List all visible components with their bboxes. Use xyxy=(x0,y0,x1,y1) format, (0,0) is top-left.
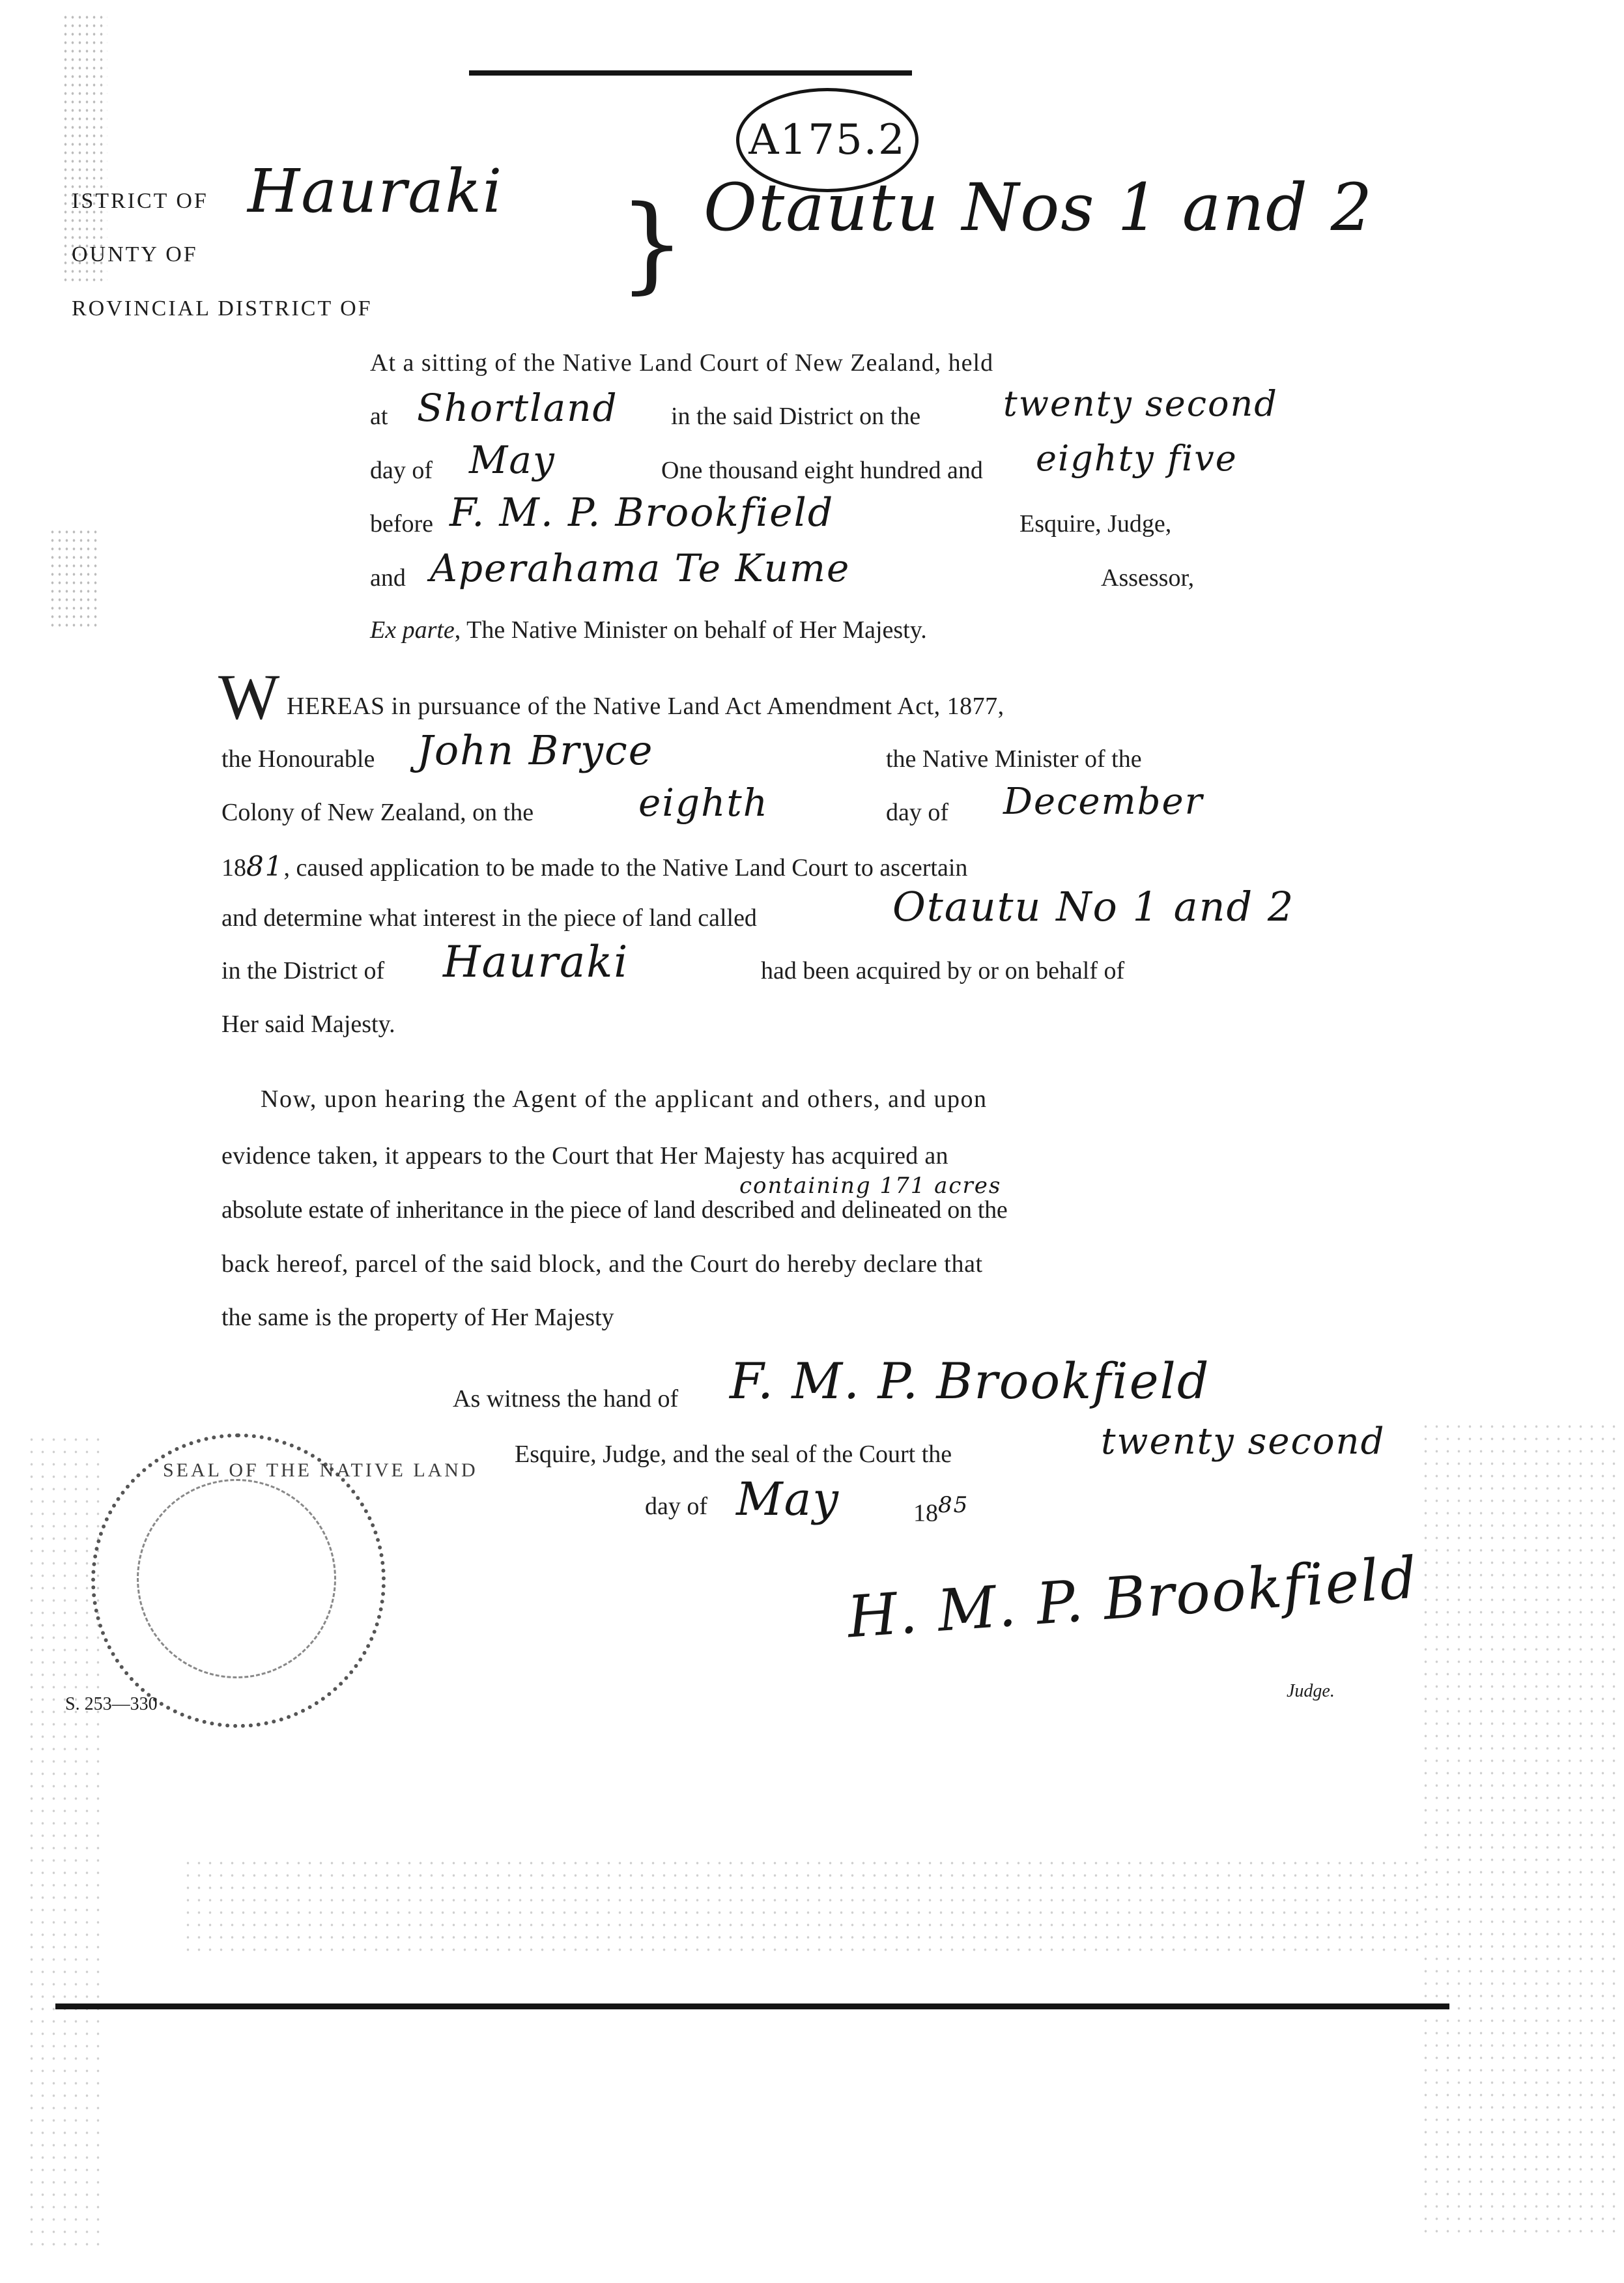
now-line-3: absolute estate of inheritance in the piece of land described and delineated on the xyxy=(221,1196,1008,1224)
sitting-year-text: One thousand eight hundred and xyxy=(661,457,983,484)
sitting-and: and xyxy=(370,564,406,592)
sitting-judge-name: F. M. P. Brookfield xyxy=(449,490,834,536)
witness-year-prefix: 18 xyxy=(913,1499,938,1527)
scan-noise-right xyxy=(1420,1420,1616,2241)
whereas-minister-name: John Bryce xyxy=(417,726,654,774)
sitting-ex-parte: Ex parte xyxy=(370,616,455,644)
brace: } xyxy=(619,182,687,304)
court-seal-text: SEAL OF THE NATIVE LAND xyxy=(163,1459,478,1481)
witness-month: May xyxy=(736,1472,840,1526)
whereas-honourable: the Honourable xyxy=(221,745,375,773)
sitting-assessor-name: Aperahama Te Kume xyxy=(430,546,851,590)
now-line-4: back hereof, parcel of the said block, and the Court do hereby declare that xyxy=(221,1250,983,1278)
whereas-date-month: December xyxy=(1003,781,1204,823)
whereas-dropcap: W xyxy=(218,661,280,733)
witness-day: twenty second xyxy=(1101,1420,1386,1463)
whereas-line-7: Her said Majesty. xyxy=(221,1011,395,1038)
witness-day-of: day of xyxy=(645,1493,708,1520)
whereas-date-day-of: day of xyxy=(886,799,949,826)
whereas-year-suffix: 81 xyxy=(246,850,284,882)
now-line-5: the same is the property of Her Majesty xyxy=(221,1304,614,1331)
witness-line-1: As witness the hand of xyxy=(453,1385,679,1413)
sitting-at-label: at xyxy=(370,403,388,430)
top-rule xyxy=(469,70,912,76)
form-number: S. 253—330 xyxy=(65,1694,158,1714)
whereas-line-1: HEREAS in pursuance of the Native Land Act Amendment Act, 1877, xyxy=(287,693,1004,720)
scan-noise-bottom xyxy=(182,1857,1420,1955)
whereas-district-name: Hauraki xyxy=(443,937,629,987)
whereas-line-4 xyxy=(221,850,967,882)
scan-noise-left-bottom xyxy=(26,1433,104,2248)
whereas-minister-rest: the Native Minister of the xyxy=(886,745,1142,773)
bottom-rule xyxy=(55,2003,1449,2009)
whereas-line-5: and determine what interest in the piece of land called xyxy=(221,904,757,932)
now-line-1: Now, upon hearing the Agent of the applicant and others, and upon xyxy=(261,1085,988,1113)
provincial-district-label: ROVINCIAL DISTRICT OF xyxy=(72,296,373,321)
whereas-land-name: Otautu No 1 and 2 xyxy=(892,883,1295,930)
sitting-line-1: At a sitting of the Native Land Court of New Zealand, held xyxy=(370,349,994,377)
now-insertion: containing 171 acres xyxy=(739,1173,1002,1199)
sitting-day-of: day of xyxy=(370,457,433,484)
reference-mark: A175.2 xyxy=(748,116,906,164)
court-seal-inner xyxy=(137,1479,336,1678)
witness-judge-name: F. M. P. Brookfield xyxy=(730,1352,1210,1410)
judge-label: Judge. xyxy=(1287,1681,1335,1701)
whereas-year-prefix: 18 xyxy=(221,854,246,882)
block-name: Otautu Nos 1 and 2 xyxy=(704,169,1374,246)
sitting-in-district: in the said District on the xyxy=(671,403,921,430)
witness-line-2: Esquire, Judge, and the seal of the Court the xyxy=(515,1441,952,1468)
sitting-before: before xyxy=(370,510,434,538)
whereas-colony: Colony of New Zealand, on the xyxy=(221,799,534,826)
district-label: ISTRICT OF xyxy=(72,189,208,213)
now-line-2: evidence taken, it appears to the Court that Her Majesty has acquired an xyxy=(221,1142,948,1170)
sitting-year-value: eighty five xyxy=(1036,438,1238,479)
whereas-acquired: had been acquired by or on behalf of xyxy=(761,957,1125,984)
sitting-assessor-label: Assessor, xyxy=(1101,564,1195,592)
sitting-day: twenty second xyxy=(1003,383,1278,424)
district-value: Hauraki xyxy=(248,156,504,226)
county-label: OUNTY OF xyxy=(72,242,198,266)
sitting-month: May xyxy=(469,438,556,482)
witness-year xyxy=(913,1492,969,1528)
sitting-place: Shortland xyxy=(417,386,618,430)
whereas-date-day: eighth xyxy=(638,781,769,825)
judge-signature: H. M. P. Brookfield xyxy=(845,1544,1420,1651)
sitting-ex-parte-rest: , The Native Minister on behalf of Her Majesty. xyxy=(454,616,927,644)
scan-noise-left-mid xyxy=(49,528,101,632)
sitting-esquire-judge: Esquire, Judge, xyxy=(1019,510,1172,538)
witness-year-suffix: 85 xyxy=(938,1492,969,1518)
whereas-in-district: in the District of xyxy=(221,957,385,984)
whereas-line-4-rest: , caused application to be made to the Native Land Court to ascertain xyxy=(283,854,968,882)
sitting-ex-parte-line xyxy=(370,616,927,644)
